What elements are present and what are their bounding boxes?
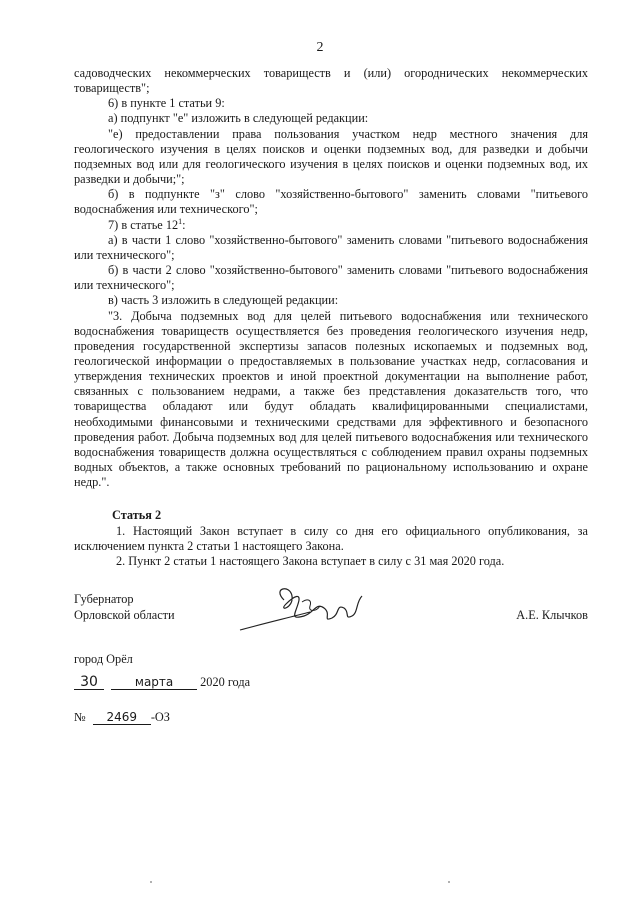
date-day: 30 [74,675,104,690]
law-number-suffix: -ОЗ [150,710,170,724]
item-7-superscript: 1 [178,216,183,226]
law-number-line [74,710,170,725]
signatory-title-line-2: Орловской области [74,607,175,622]
paragraph-item-7v: в) часть 3 изложить в следующей редакции: [108,293,339,308]
signatory-title-line-1: Губернатор [74,592,134,606]
signatory-name: А.Е. Клычков [516,608,588,622]
paragraph-item-6a-text: "е) предоставлении права пользования участком недр местного значения для геологического изучения в целях поисков и оценки подземных вод, для разведки и добычи подземных вод или для геологического изучения в целях поисков и оценки подземных вод, их разведки и добычи;"; [74,126,588,187]
date-month: марта [111,675,197,690]
item-7-text: 7) в статье 12 [108,217,179,232]
handwritten-signature [232,582,382,637]
paragraph-continuation: садоводческих некоммерческих товариществ и (или) огороднических некоммерческих товариществ"; [74,66,588,96]
scan-speck [448,881,450,883]
paragraph-item-7 [74,218,588,233]
spacer [74,490,588,508]
paragraph-item-6: 6) в пункте 1 статьи 9: [108,96,225,111]
item-7-colon: : [182,217,186,232]
article-2-heading: Статья 2 [112,508,162,523]
date-year: 2020 года [200,675,251,689]
city-line: город Орёл [74,652,133,666]
paragraph-item-6a: а) подпункт "е" изложить в следующей редакции: [108,111,369,126]
paragraph-item-7a: а) в части 1 слово "хозяйственно-бытового" заменить словами "питьевого водоснабжения или технического"; [74,232,588,262]
scan-speck [150,881,152,883]
paragraph-part-3-text: "3. Добыча подземных вод для целей питьевого водоснабжения или технического водоснабжения товариществ осуществляется без проведения геологического изучения недр, проведения государственной экспертизы запасов полезных ископаемых и подземных вод, геологической информации о предоставляемых в пользование участках недр, согласования и утверждения технических проектов и иной проектной документации на выполнение работ, связанных с пользованием недрами, а также без представления доказательств того, что товарищества обладают или будут обладать квалифицированными специалистами, необходимыми финансовыми и техническими средствами для эффективного и безопасного проведения работ. Добыча подземных вод для целей питьевого водоснабжения или технического водоснабжения товариществ должна осуществляться с соблюдением правил охраны подземных водных объектов, а также основных требований по рациональному использованию и охране недр.". [74,308,588,490]
date-line [74,675,250,690]
paragraph-article-2-part-2: 2. Пункт 2 статьи 1 настоящего Закона вступает в силу с 31 мая 2020 года. [116,553,505,568]
document-body [74,66,588,569]
page-number: 2 [316,40,324,55]
paragraph-item-6b: б) в подпункте "з" слово "хозяйственно-бытового" заменить словами "питьевого водоснабжения или технического"; [74,187,588,217]
law-number: 2469 [93,710,151,725]
paragraph-article-2-part-1: 1. Настоящий Закон вступает в силу со дня его официального опубликования, за исключением пункта 2 статьи 1 настоящего Закона. [74,523,588,553]
paragraph-item-7b: б) в части 2 слово "хозяйственно-бытового" заменить словами "питьевого водоснабжения или технического"; [74,263,588,293]
number-sign: № [74,710,86,724]
